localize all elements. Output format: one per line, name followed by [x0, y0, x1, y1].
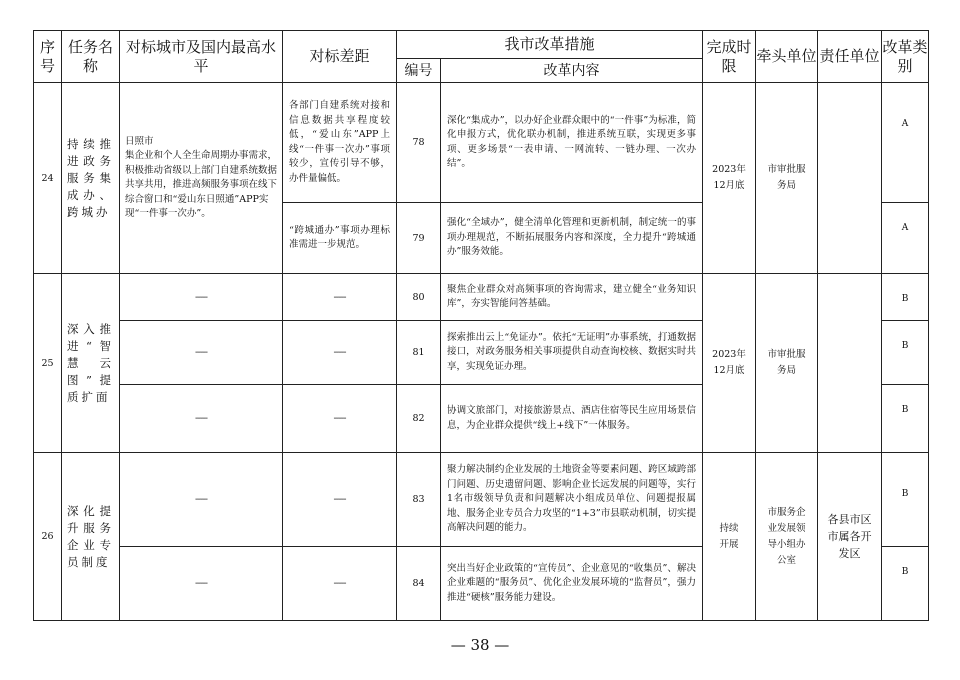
row-seq: 24: [34, 83, 62, 274]
responsible-unit: [818, 274, 882, 453]
measure-content: 突出当好企业政策的“宣传员”、企业意见的“收集员”、解决企业难题的“服务员”、优化企业发展环境的“监督员”，强力推进“硬核”服务能力建设。: [441, 547, 703, 621]
header-task: 任务名称: [62, 31, 120, 83]
task-name: 深入推进“智慧云图”提质扩面: [62, 274, 120, 453]
header-content: 改革内容: [441, 59, 703, 83]
gap-placeholder: -----: [283, 321, 397, 385]
measure-number: 79: [397, 203, 441, 274]
benchmark-placeholder: -----: [120, 385, 283, 453]
task-name: 深化提升服务企业专员制度: [62, 453, 120, 621]
measure-number: 83: [397, 453, 441, 547]
deadline: 2023年 12月底: [703, 274, 756, 453]
table-row: [34, 83, 929, 203]
benchmark-placeholder: -----: [120, 274, 283, 321]
benchmark-placeholder: -----: [120, 547, 283, 621]
row-seq: 26: [34, 453, 62, 621]
measure-content: 聚力解决制约企业发展的土地资金等要素问题、跨区域跨部门问题、历史遗留问题、影响企业长远发展的问题等，实行1名市级领导负责和问题解决小组成员单位、问题提报属地、服务企业专员合力攻坚的“1+3”市县联动机制，切实提高解决问题的能力。: [441, 453, 703, 547]
category: B: [882, 321, 929, 385]
gap-text: 各部门自建系统对接和信息数据共享程度较低，“爱山东”APP上线“一件事一次办”事项较少，宣传引导不够，办件量偏低。: [283, 83, 397, 203]
header-num: 编号: [397, 59, 441, 83]
gap-placeholder: -----: [283, 547, 397, 621]
gap-placeholder: -----: [283, 385, 397, 453]
header-deadline: 完成时限: [703, 31, 756, 83]
header-category: 改革类别: [882, 31, 929, 83]
gap-placeholder: -----: [283, 274, 397, 321]
gap-text: “跨城通办”事项办理标准需进一步规范。: [283, 203, 397, 274]
lead-unit: 市服务企 业发展领 导小组办 公室: [756, 453, 818, 621]
measure-number: 82: [397, 385, 441, 453]
measure-content: 探索推出云上“免证办”。依托“无证明”办事系统，打通数据接口，对政务服务相关事项提供自动查询校核、数据实时共享，实现免证办理。: [441, 321, 703, 385]
table-row: [34, 274, 929, 321]
reform-measures-table: [33, 30, 929, 621]
responsible-unit: [818, 83, 882, 274]
header-resp: 责任单位: [818, 31, 882, 83]
measure-content: 深化“集成办”，以办好企业群众眼中的“一件事”为标准，简化申报方式，优化联办机制，推进系统互联，实现更多事项、更多场景“一表申请、一网流转、一链办理、一次办结”。: [441, 83, 703, 203]
measure-content: 聚焦企业群众对高频事项的咨询需求，建立健全“业务知识库”，夯实智能问答基础。: [441, 274, 703, 321]
category: B: [882, 547, 929, 621]
category: B: [882, 453, 929, 547]
measure-content: 协调文旅部门，对接旅游景点、酒店住宿等民生应用场景信息，为企业群众提供“线上+线下”一体服务。: [441, 385, 703, 453]
measure-number: 78: [397, 83, 441, 203]
page-number: — 38 —: [450, 636, 510, 654]
table-row: [34, 453, 929, 547]
benchmark-placeholder: -----: [120, 321, 283, 385]
row-seq: 25: [34, 274, 62, 453]
header-seq: 序号: [34, 31, 62, 83]
header-measures: 我市改革措施: [397, 31, 703, 59]
measure-number: 80: [397, 274, 441, 321]
gap-placeholder: -----: [283, 453, 397, 547]
deadline: 持续 开展: [703, 453, 756, 621]
category: B: [882, 385, 929, 453]
measure-number: 84: [397, 547, 441, 621]
benchmark-text: 日照市 集企业和个人全生命周期办事需求，积极推动省级以上部门自建系统数据共享共用，推进高频服务事项在线下综合窗口和“爱山东日照通”APP实现“一件事一次办”。: [120, 83, 283, 274]
header-bench: 对标城市及国内最高水平: [120, 31, 283, 83]
lead-unit: 市审批服 务局: [756, 274, 818, 453]
category: B: [882, 274, 929, 321]
header-lead: 牵头单位: [756, 31, 818, 83]
measure-number: 81: [397, 321, 441, 385]
benchmark-placeholder: -----: [120, 453, 283, 547]
lead-unit: 市审批服 务局: [756, 83, 818, 274]
measure-content: 强化“全域办”，健全清单化管理和更新机制，制定统一的事项办理规范，不断拓展服务内容和深度，全力提升“跨城通办”服务效能。: [441, 203, 703, 274]
responsible-unit: 各县市区 市属各开 发区: [818, 453, 882, 621]
header-gap: 对标差距: [283, 31, 397, 83]
task-name: 持续推进政务服务集成办、跨城办: [62, 83, 120, 274]
category: A: [882, 203, 929, 274]
deadline: 2023年 12月底: [703, 83, 756, 274]
category: A: [882, 83, 929, 203]
